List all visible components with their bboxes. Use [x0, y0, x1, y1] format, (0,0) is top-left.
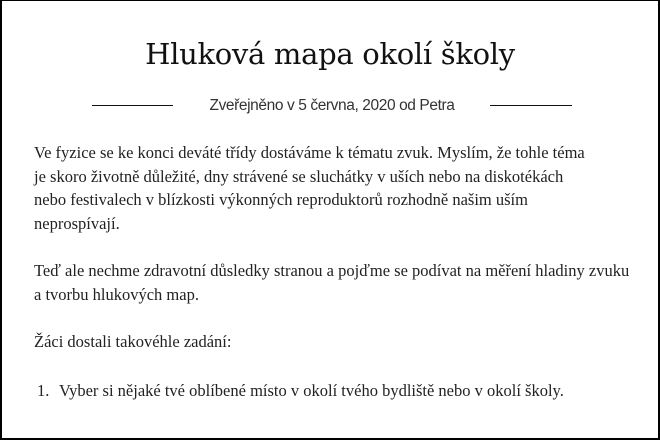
- list-item: [34, 379, 634, 403]
- paragraph-measurement: Teď ale nechme zdravotní důsledky stranou a pojďme se podívat na měření hladiny zvuku a tvorbu hlukových map.: [34, 261, 630, 304]
- meta-divider-right: [490, 105, 572, 106]
- post-title: Hluková mapa okolí školy: [145, 37, 515, 71]
- paragraph-intro: Ve fyzice se ke konci deváté třídy dostáváme k tématu zvuk. Myslím, že tohle téma je skoro životně důležité, dny strávené se sluchátky v uších nebo na diskotékách nebo festivalech v blízkosti výkonných reproduktorů rozhodně našim uším neprospívají.: [34, 143, 585, 233]
- list-item-marker: 1.: [37, 380, 50, 400]
- post-meta: [2, 94, 658, 118]
- post-meta-text: Zveřejněno v 5 června, 2020 od Petra: [209, 97, 455, 114]
- assignment-list: [34, 379, 634, 403]
- post-content: [34, 141, 634, 401]
- list-item-text: Vyber si nějaké tvé oblíbené místo v okolí tvého bydliště nebo v okolí školy.: [59, 380, 564, 400]
- paragraph-assignment: Žáci dostali takovéhle zadání:: [34, 332, 232, 351]
